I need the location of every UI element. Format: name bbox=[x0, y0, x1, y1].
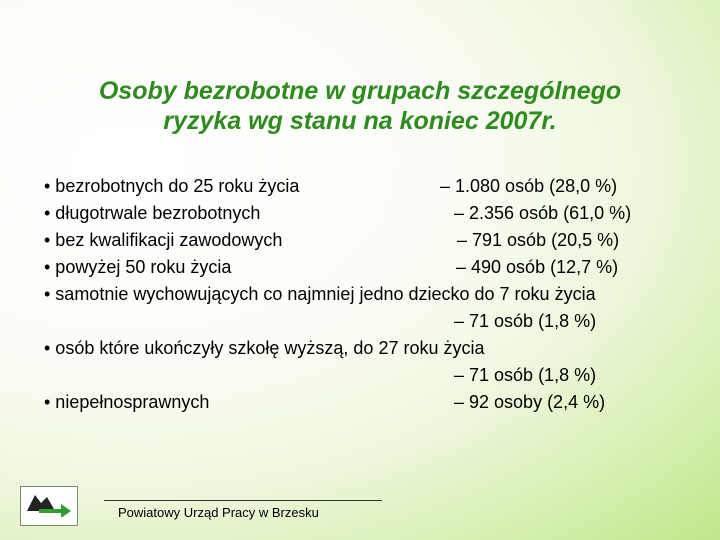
item-label: • długotrwale bezrobotnych bbox=[44, 203, 261, 223]
slide-title bbox=[40, 76, 680, 136]
list-item bbox=[44, 176, 684, 203]
office-logo bbox=[20, 486, 78, 526]
list-item bbox=[44, 284, 684, 311]
footer-organization: Powiatowy Urząd Pracy w Brzesku bbox=[118, 505, 319, 520]
item-value: – 2.356 osób (61,0 %) bbox=[454, 203, 632, 223]
item-value: – 71 osób (1,8 %) bbox=[454, 365, 597, 385]
item-value: – 791 osób (20,5 %) bbox=[457, 230, 620, 250]
item-label: • powyżej 50 roku życia bbox=[44, 257, 232, 277]
list-item bbox=[44, 230, 684, 257]
list-item-continuation bbox=[44, 365, 684, 392]
item-label: • niepełnosprawnych bbox=[44, 392, 210, 412]
footer-divider bbox=[104, 500, 382, 501]
slide-title-line-1: Osoby bezrobotne w grupach szczególnego bbox=[98, 77, 622, 105]
list-item bbox=[44, 392, 684, 419]
item-label: • samotnie wychowujących co najmniej jedno dziecko do 7 roku życia bbox=[44, 284, 596, 304]
list-item-continuation bbox=[44, 311, 684, 338]
item-label: • bez kwalifikacji zawodowych bbox=[44, 230, 283, 250]
item-label: • bezrobotnych do 25 roku życia bbox=[44, 176, 300, 196]
statistics-list bbox=[44, 176, 684, 419]
arrow-logo-icon bbox=[21, 487, 77, 517]
list-item bbox=[44, 257, 684, 284]
item-value: – 1.080 osób (28,0 %) bbox=[440, 176, 618, 196]
list-item bbox=[44, 338, 684, 365]
item-value: – 71 osób (1,8 %) bbox=[454, 311, 597, 331]
list-item bbox=[44, 203, 684, 230]
slide-title-line-2: ryzyka wg stanu na koniec 2007r. bbox=[163, 107, 557, 135]
item-value: – 490 osób (12,7 %) bbox=[456, 257, 619, 277]
item-label: • osób które ukończyły szkołę wyższą, do 27 roku życia bbox=[44, 338, 485, 358]
item-value: – 92 osoby (2,4 %) bbox=[454, 392, 606, 412]
